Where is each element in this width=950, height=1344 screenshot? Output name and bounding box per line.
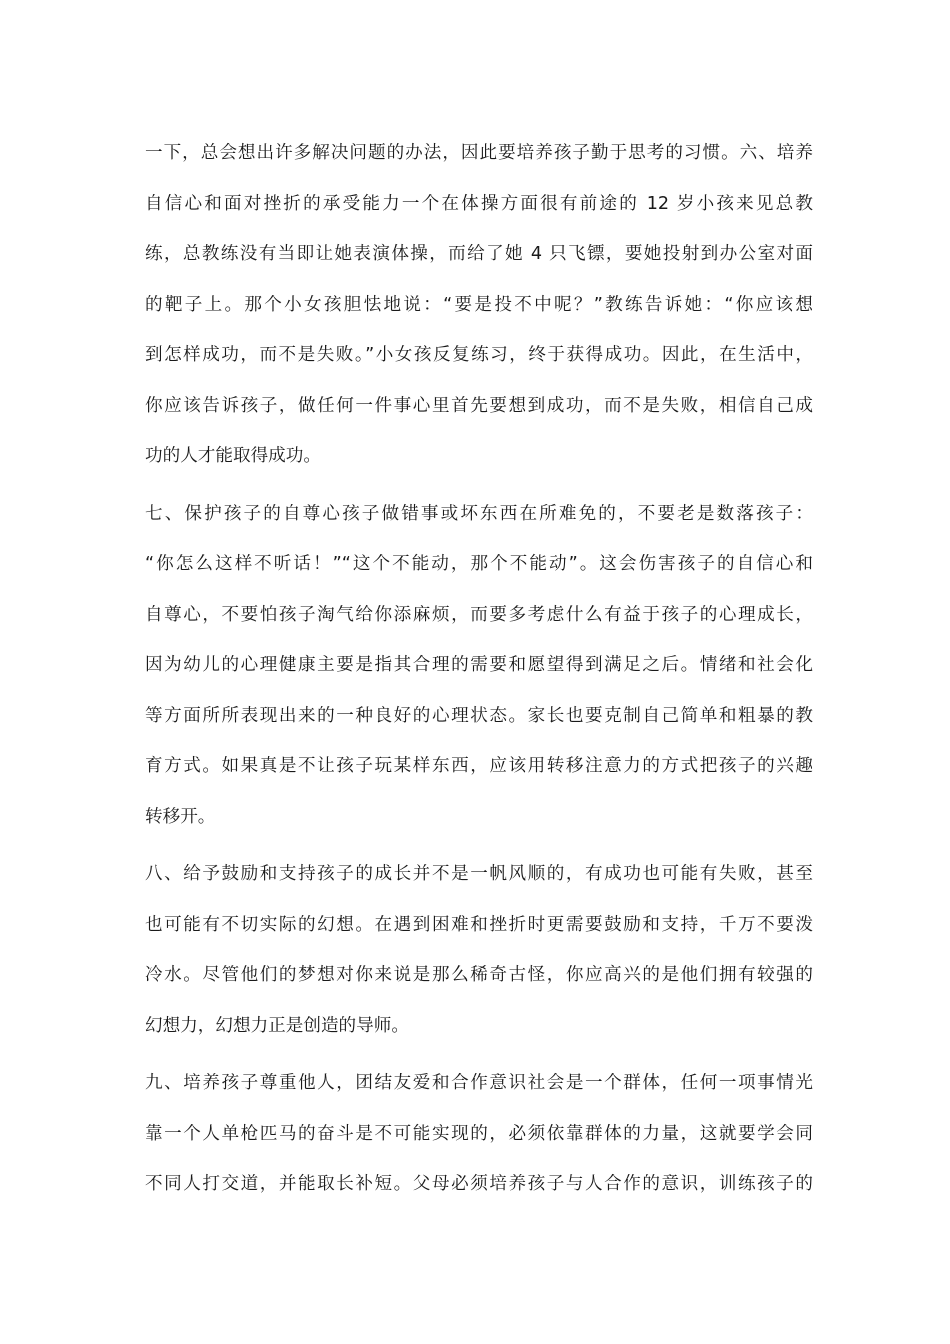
text-line: 一下，总会想出许多解决问题的办法，因此要培养孩子勤于思考的习惯。六、培养: [145, 143, 813, 163]
text-line: 转移开。: [145, 806, 216, 827]
document-body: [145, 128, 813, 1210]
paragraph-7: [145, 489, 813, 843]
text-line: 你应该告诉孩子，做任何一件事心里首先要想到成功，而不是失败，相信自己成: [145, 395, 813, 416]
paragraph-gap: [145, 1051, 813, 1058]
paragraph-9: [145, 1058, 813, 1210]
text-line: 练，总教练没有当即让她表演体操，而给了她 4 只飞镖，要她投射到办公室对面: [145, 244, 813, 264]
text-line: 育方式。如果真是不让孩子玩某样东西，应该用转移注意力的方式把孩子的兴趣: [145, 756, 813, 776]
text-line: 因为幼儿的心理健康主要是指其合理的需要和愿望得到满足之后。情绪和社会化: [145, 655, 813, 675]
text-line: 自信心和面对挫折的承受能力一个在体操方面很有前途的 12 岁小孩来见总教: [145, 193, 813, 214]
text-line: 等方面所所表现出来的一种良好的心理状态。家长也要克制自己简单和粗暴的教: [145, 705, 813, 726]
text-line: 功的人才能取得成功。: [145, 446, 321, 466]
text-line: 自尊心，不要怕孩子淘气给你添麻烦，而要多考虑什么有益于孩子的心理成长，: [145, 604, 813, 625]
paragraph-6-continued: [145, 128, 813, 482]
text-line: 也可能有不切实际的幻想。在遇到困难和挫折时更需要鼓励和支持，千万不要泼: [145, 914, 813, 935]
paragraph-8: [145, 849, 813, 1051]
text-line: 不同人打交道，并能取长补短。父母必须培养孩子与人合作的意识，训练孩子的: [145, 1174, 813, 1194]
text-line: “你怎么这样不听话！”“这个不能动，那个不能动”。这会伤害孩子的自信心和: [145, 554, 813, 574]
paragraph-gap: [145, 482, 813, 489]
text-line: 幻想力，幻想力正是创造的导师。: [145, 1015, 409, 1036]
text-line: 到怎样成功，而不是失败。”小女孩反复练习，终于获得成功。因此，在生活中，: [145, 345, 813, 365]
text-line: 冷水。尽管他们的梦想对你来说是那么稀奇古怪，你应高兴的是他们拥有较强的: [145, 965, 813, 985]
text-line: 的靶子上。那个小女孩胆怯地说：“要是投不中呢？”教练告诉她：“你应该想: [145, 294, 813, 315]
text-line: 七、保护孩子的自尊心孩子做错事或坏东西在所难免的，不要老是数落孩子：: [145, 503, 813, 524]
text-line: 九、培养孩子尊重他人，团结友爱和合作意识社会是一个群体，任何一项事情光: [145, 1073, 813, 1093]
text-line: 靠一个人单枪匹马的奋斗是不可能实现的，必须依靠群体的力量，这就要学会同: [145, 1123, 813, 1144]
paragraph-gap: [145, 842, 813, 849]
text-line: 八、给予鼓励和支持孩子的成长并不是一帆风顺的，有成功也可能有失败，甚至: [145, 864, 813, 884]
